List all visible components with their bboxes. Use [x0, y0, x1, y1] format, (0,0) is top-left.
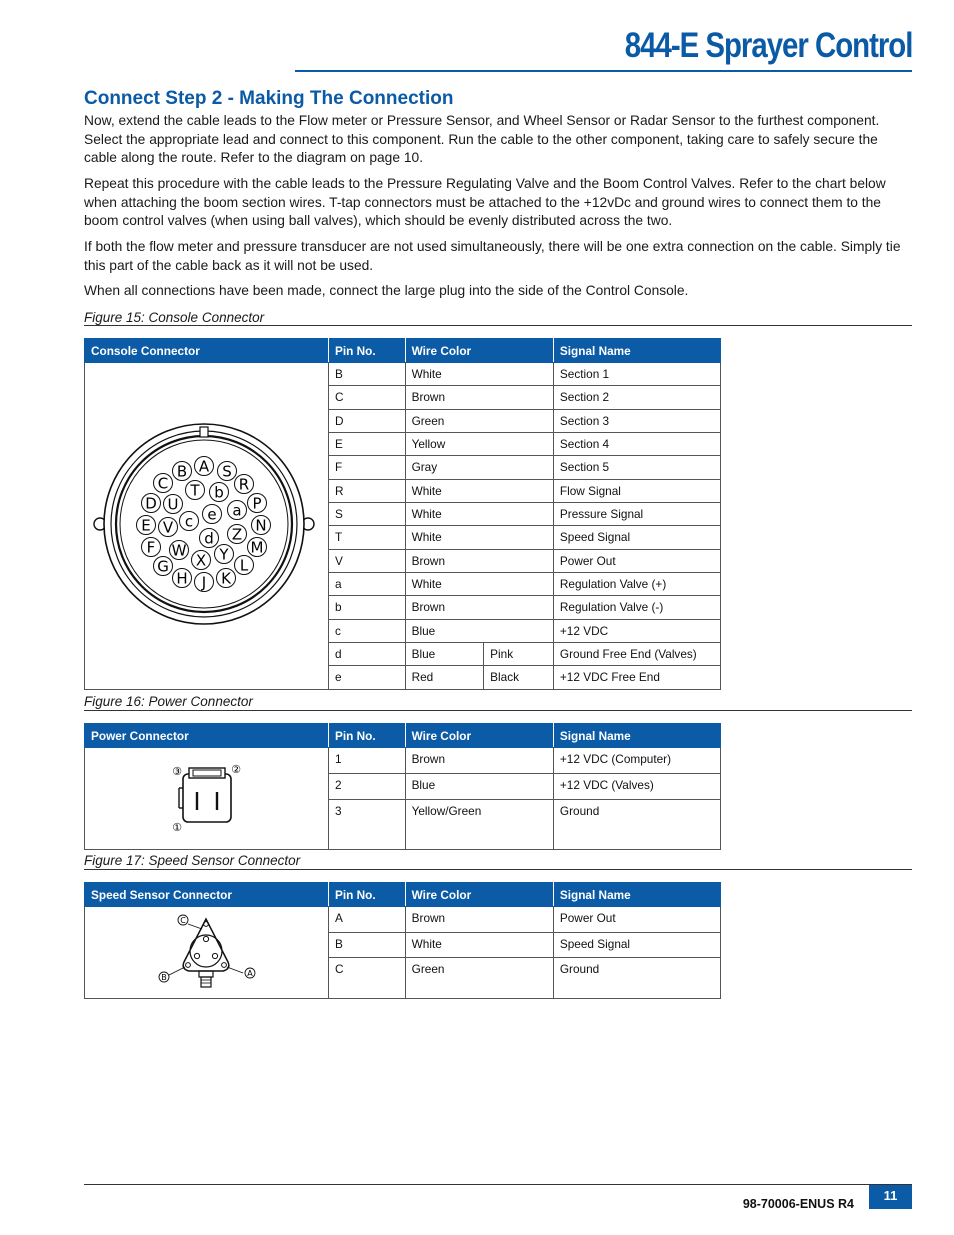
power-connector-diagram-cell: [85, 748, 329, 850]
pin-cell: B: [329, 363, 406, 386]
signal-name-cell: Section 4: [553, 433, 720, 456]
wire-color-cell: Yellow/Green: [405, 800, 553, 850]
paragraph-3: If both the flow meter and pressure transducer are not used simultaneously, there will be one extra connection on the cable. Simply tie this part of the cable back as it will not be used.: [84, 239, 901, 273]
connector-pin-label: B: [176, 462, 188, 481]
figure-17-rule: [84, 869, 912, 870]
column-header: Wire Color: [405, 339, 553, 363]
connector-pin-label: e: [207, 505, 217, 524]
connector-pin-label: K: [221, 569, 231, 588]
pin-cell: C: [329, 958, 406, 999]
connector-pin-label: F: [146, 538, 156, 557]
column-header: Pin No.: [329, 339, 406, 363]
wire-color-cell: Blue: [405, 643, 484, 666]
connector-pin-label: H: [176, 569, 188, 588]
wire-color-cell: White: [405, 503, 553, 526]
wire-color-cell: Gray: [405, 456, 553, 479]
connector-pin-label: Z: [231, 525, 243, 544]
connector-pin-label: Y: [219, 545, 229, 564]
connector-outer-ring: [104, 424, 304, 624]
signal-name-cell: Ground Free End (Valves): [553, 643, 720, 666]
connector-pin-label: a: [232, 501, 242, 520]
pin-cell: d: [329, 643, 406, 666]
wire-color-cell: Brown: [405, 596, 553, 619]
signal-name-cell: Ground: [553, 800, 720, 850]
signal-name-cell: +12 VDC: [553, 619, 720, 642]
pin-cell: F: [329, 456, 406, 479]
pin-cell: T: [329, 526, 406, 549]
signal-name-cell: Section 1: [553, 363, 720, 386]
figure-15-rule: [84, 325, 912, 326]
console-connector-diagram: [85, 363, 328, 686]
speed-sensor-diagram: [85, 907, 328, 995]
connector-pin-label: J: [201, 573, 207, 592]
wire-color-cell: White: [405, 573, 553, 596]
connector-pin-label: T: [190, 481, 200, 500]
signal-name-cell: Pressure Signal: [553, 503, 720, 526]
table-row: [85, 363, 721, 386]
table-header-row: [85, 883, 721, 907]
wire-color-cell: Brown: [405, 907, 553, 933]
column-header: Console Connector: [85, 339, 329, 363]
connector-key: [200, 427, 208, 437]
pin-cell: A: [329, 907, 406, 933]
signal-name-cell: Power Out: [553, 907, 720, 933]
connector-pin-label: U: [167, 495, 179, 514]
figure-16-rule: [84, 710, 912, 711]
pin-cell: D: [329, 409, 406, 432]
connector-pin-label: W: [171, 541, 187, 560]
pin-cell: 2: [329, 774, 406, 800]
connector-pin-label: d: [204, 529, 214, 548]
signal-name-cell: +12 VDC (Computer): [553, 748, 720, 774]
table-row: [85, 907, 721, 933]
wire-color-cell: White: [405, 526, 553, 549]
wire-color-secondary-cell: Black: [484, 666, 554, 690]
signal-name-cell: Speed Signal: [553, 526, 720, 549]
wire-color-cell: White: [405, 363, 553, 386]
signal-name-cell: Section 2: [553, 386, 720, 409]
signal-name-cell: Flow Signal: [553, 479, 720, 502]
table-header-row: [85, 724, 721, 748]
signal-name-cell: Regulation Valve (+): [553, 573, 720, 596]
wire-color-cell: White: [405, 932, 553, 958]
connector-pin-label: S: [222, 462, 232, 481]
speed-pin-label-a: A: [247, 969, 253, 978]
power-pin-label-3: ③: [172, 765, 182, 778]
console-connector-diagram-cell: [85, 363, 329, 690]
speed-sensor-diagram-cell: [85, 907, 329, 999]
signal-name-cell: Regulation Valve (-): [553, 596, 720, 619]
document-title: 844-E Sprayer Control: [624, 26, 912, 65]
connector-pin-label: c: [184, 512, 194, 531]
signal-name-cell: Ground: [553, 958, 720, 999]
wire-color-cell: Brown: [405, 748, 553, 774]
connector-pin-label: D: [145, 494, 157, 513]
section-heading: Connect Step 2 - Making The Connection: [84, 88, 454, 109]
speed-pin-label-b: B: [161, 973, 167, 982]
figure-17-caption: Figure 17: Speed Sensor Connector: [84, 853, 301, 868]
connector-pin-label: M: [250, 538, 264, 557]
pin-cell: a: [329, 573, 406, 596]
figure-15-caption: Figure 15: Console Connector: [84, 310, 265, 325]
connector-pin-label: E: [141, 516, 151, 535]
column-header: Signal Name: [553, 724, 720, 748]
column-header: Signal Name: [553, 883, 720, 907]
console-connector-table: [84, 338, 721, 690]
column-header: Signal Name: [553, 339, 720, 363]
connector-pin-label: V: [162, 518, 174, 537]
pin-cell: V: [329, 549, 406, 572]
wire-color-cell: Blue: [405, 619, 553, 642]
signal-name-cell: Section 3: [553, 409, 720, 432]
signal-name-cell: +12 VDC Free End: [553, 666, 720, 690]
pin-cell: 1: [329, 748, 406, 774]
page-number: 11: [869, 1185, 912, 1209]
column-header: Wire Color: [405, 883, 553, 907]
column-header: Speed Sensor Connector: [85, 883, 329, 907]
power-connector-table: [84, 723, 721, 850]
wire-color-cell: Brown: [405, 549, 553, 572]
connector-pin-label: P: [252, 494, 262, 513]
wire-color-cell: Yellow: [405, 433, 553, 456]
document-number: 98-70006-ENUS R4: [742, 1197, 854, 1211]
column-header: Pin No.: [329, 883, 406, 907]
connector-pin-label: R: [238, 475, 250, 494]
table-header-row: [85, 339, 721, 363]
pin-cell: S: [329, 503, 406, 526]
paragraph-2: Repeat this procedure with the cable leads to the Pressure Regulating Valve and the Boom Control Valves. Refer to the chart below when attaching the boom section wires. T-tap connectors must be attached to the +12vDc and ground wires to connect them to the boom control valves (when using ball valves), which should be evenly distributed across the two.: [84, 176, 886, 229]
connector-pin-label: X: [195, 551, 207, 570]
wire-color-secondary-cell: Pink: [484, 643, 554, 666]
paragraph-4: When all connections have been made, connect the large plug into the side of the Control Console.: [84, 283, 689, 298]
title-rule: [295, 70, 912, 72]
pin-cell: C: [329, 386, 406, 409]
wire-color-cell: Green: [405, 409, 553, 432]
power-pin-label-1: ①: [172, 821, 182, 834]
paragraph-1: Now, extend the cable leads to the Flow meter or Pressure Sensor, and Wheel Sensor or Radar Sensor to the furthest component. Select the appropriate lead and connect to this component. Run the cable to the other component, taking care to safely secure the cable along the route. Refer to the diagram on page 10.: [84, 113, 880, 166]
signal-name-cell: Power Out: [553, 549, 720, 572]
pin-cell: R: [329, 479, 406, 502]
connector-pin-label: N: [255, 516, 267, 535]
speed-sensor-connector-table: [84, 882, 721, 999]
wire-color-cell: Blue: [405, 774, 553, 800]
figure-16-caption: Figure 16: Power Connector: [84, 694, 253, 709]
pin-cell: c: [329, 619, 406, 642]
footer-rule: [84, 1184, 912, 1185]
signal-name-cell: Speed Signal: [553, 932, 720, 958]
connector-pin-label: A: [198, 457, 210, 476]
pin-cell: 3: [329, 800, 406, 850]
column-header: Pin No.: [329, 724, 406, 748]
connector-pin-label: L: [239, 556, 249, 575]
power-pin-label-2: ②: [231, 763, 241, 776]
speed-pin-label-c: C: [180, 916, 186, 925]
connector-pin-label: b: [214, 483, 224, 502]
column-header: Power Connector: [85, 724, 329, 748]
wire-color-cell: Brown: [405, 386, 553, 409]
pin-cell: b: [329, 596, 406, 619]
power-connector-diagram: [85, 748, 328, 846]
wire-color-cell: White: [405, 479, 553, 502]
column-header: Wire Color: [405, 724, 553, 748]
signal-name-cell: +12 VDC (Valves): [553, 774, 720, 800]
pin-cell: E: [329, 433, 406, 456]
table-row: [85, 748, 721, 774]
pin-cell: B: [329, 932, 406, 958]
pin-cell: e: [329, 666, 406, 690]
connector-pin-label: C: [157, 474, 169, 493]
signal-name-cell: Section 5: [553, 456, 720, 479]
wire-color-cell: Red: [405, 666, 484, 690]
connector-pin-label: G: [157, 557, 169, 576]
wire-color-cell: Green: [405, 958, 553, 999]
